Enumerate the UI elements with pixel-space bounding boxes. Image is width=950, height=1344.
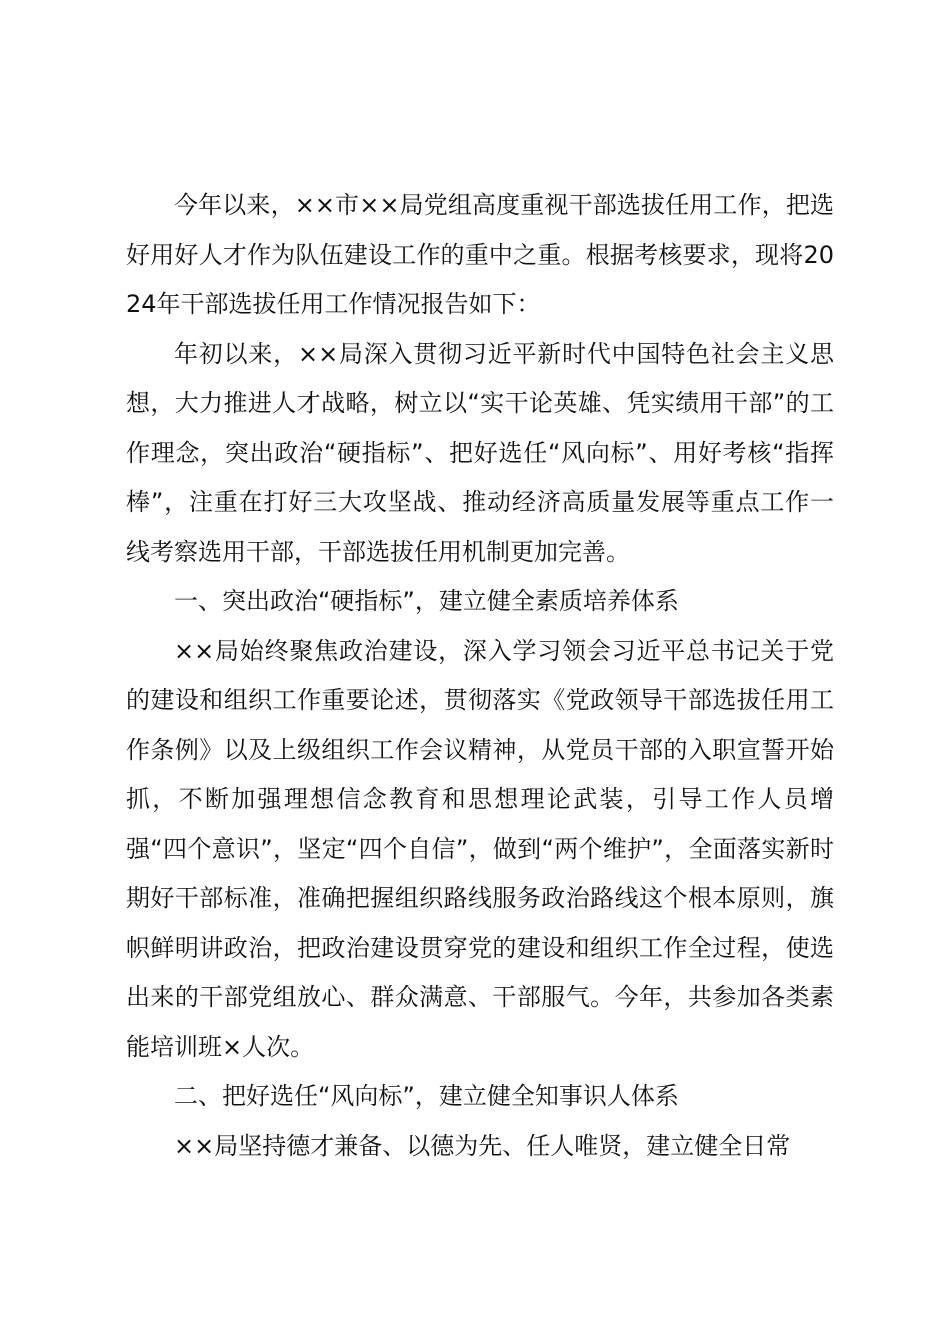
section-2-paragraph: ××局坚持德才兼备、以德为先、任人唯贤，建立健全日常	[174, 1131, 791, 1160]
document-page	[126, 181, 834, 1171]
section-1-heading: 一、突出政治“硬指标”，建立健全素质培养体系	[174, 587, 679, 615]
overview-paragraph: 年初以来，××局深入贯彻习近平新时代中国特色社会主义思想，大力推进人才战略，树立以“实干论英雄、凭实绩用干部”的工作理念，突出政治“硬指标”、把好选任“风向标”、用好考核“指挥棒”，注重在打好三大攻坚战、推动经济高质量发展等重点工作一线考察选用干部，干部选拔任用机制更加完善。	[126, 339, 834, 566]
intro-paragraph: 今年以来，××市××局党组高度重视干部选拔任用工作，把选好用好人才作为队伍建设工作的重中之重。根据考核要求，现将2024年干部选拔任用工作情况报告如下：	[126, 191, 834, 318]
section-2-heading: 二、把好选任“风向标”，建立健全知事识人体系	[174, 1082, 679, 1110]
section-1-paragraph: ××局始终聚焦政治建设，深入学习领会习近平总书记关于党的建设和组织工作重要论述，贯彻落实《党政领导干部选拔任用工作条例》以及上级组织工作会议精神，从党员干部的入职宣誓开始抓，不断加强理想信念教育和思想理论武装，引导工作人员增强“四个意识”，坚定“四个自信”，做到“两个维护”，全面落实新时期好干部标准，准确把握组织路线服务政治路线这个根本原则，旗帜鲜明讲政治，把政治建设贯穿党的建设和组织工作全过程，使选出来的干部党组放心、群众满意、干部服气。今年，共参加各类素能培训班×人次。	[126, 636, 834, 1061]
